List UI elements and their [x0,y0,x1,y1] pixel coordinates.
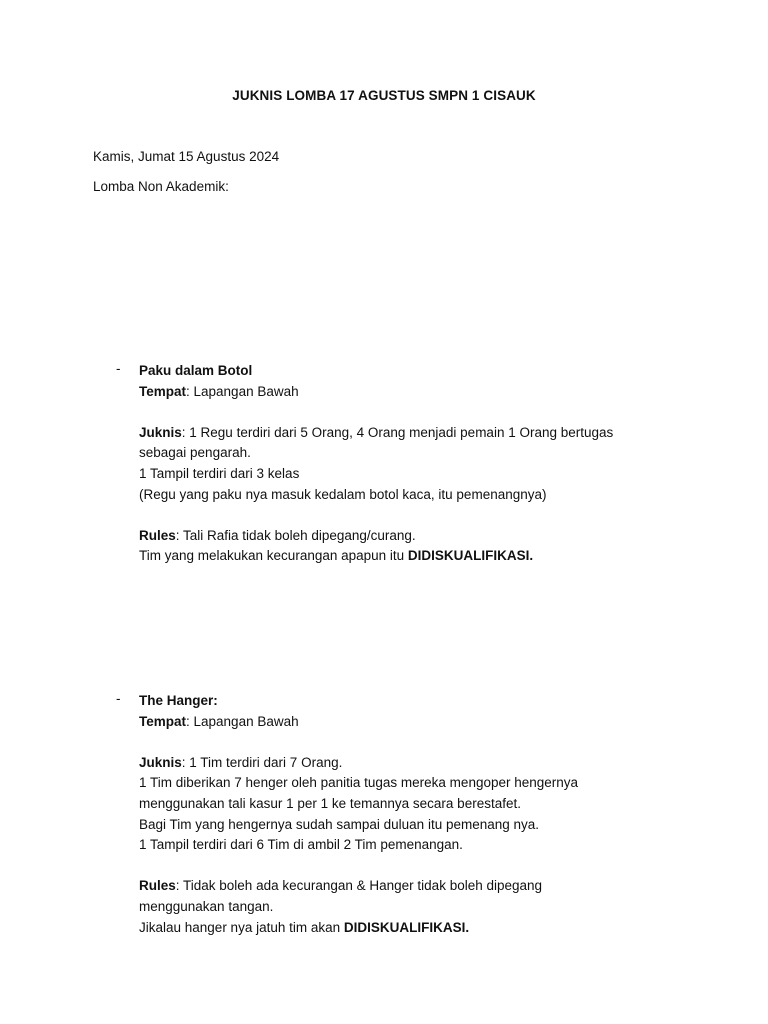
item-body [139,361,659,567]
rules-line: menggunakan tangan. [139,898,274,914]
event-date: Kamis, Jumat 15 Agustus 2024 [93,149,280,164]
disqualified-text: DIDISKUALIFIKASI. [343,919,470,935]
juknis-line: : 1 Regu terdiri dari 5 Orang, 4 Orang menjadi pemain 1 Orang bertugas [181,424,614,440]
bullet-dash: - [116,691,121,706]
rules-label: Rules [139,527,176,543]
rules-final-text: Jikalau hanger nya jatuh tim akan [139,919,344,935]
juknis-line: 1 Tampil terdiri dari 6 Tim di ambil 2 Tim pemenangan. [139,837,463,853]
category-heading: Lomba Non Akademik: [93,179,229,194]
rules-label: Rules [139,878,176,894]
item-name: The Hanger: [139,693,218,708]
juknis-line: Bagi Tim yang hengernya sudah sampai duluan itu pemenang nya. [139,816,540,832]
tempat-value: : Lapangan Bawah [186,713,299,729]
juknis-label: Juknis [139,424,182,440]
juknis-label: Juknis [139,754,182,770]
tempat-value: : Lapangan Bawah [186,383,299,399]
bullet-dash: - [116,361,121,376]
juknis-line: 1 Tampil terdiri dari 3 kelas [139,465,300,481]
juknis-line: sebagai pengarah. [139,445,251,461]
juknis-line: (Regu yang paku nya masuk kedalam botol kaca, itu pemenangnya) [139,486,547,502]
disqualified-text: DIDISKUALIFIKASI. [407,548,534,564]
item-body [139,691,659,938]
juknis-line: : 1 Tim terdiri dari 7 Orang. [181,754,343,770]
rules-final-text: Tim yang melakukan kecurangan apapun itu [139,548,408,564]
juknis-line: menggunakan tali kasur 1 per 1 ke temannya secara berestafet. [139,795,521,811]
tempat-label: Tempat [139,383,187,399]
tempat-label: Tempat [139,713,187,729]
rules-line: : Tali Rafia tidak boleh dipegang/curang. [175,527,416,543]
document-title: JUKNIS LOMBA 17 AGUSTUS SMPN 1 CISAUK [232,88,536,103]
rules-line: : Tidak boleh ada kecurangan & Hanger tidak boleh dipegang [175,878,543,894]
juknis-line: 1 Tim diberikan 7 henger oleh panitia tugas mereka mengoper hengernya [139,775,579,791]
item-name: Paku dalam Botol [139,363,253,378]
